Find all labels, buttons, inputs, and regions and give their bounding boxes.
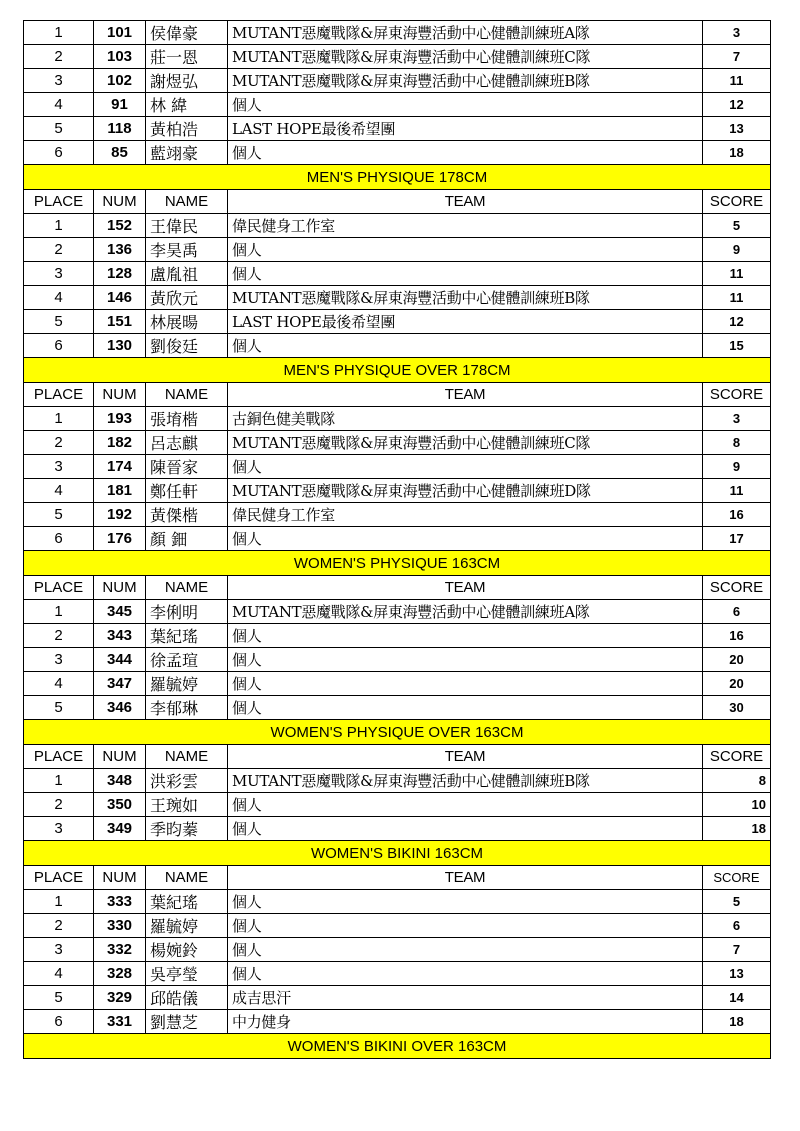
team-cell: MUTANT惡魔戰隊&屏東海豐活動中心健體訓練班A隊 [228,21,703,45]
name-cell: 李昊禹 [146,238,228,262]
column-header-name: NAME [146,190,228,214]
result-row [24,696,771,720]
team-cell: LAST HOPE最後希望團 [228,117,703,141]
num-cell: 347 [94,672,146,696]
score-cell: 17 [703,527,771,551]
score-cell: 9 [703,455,771,479]
column-header-place: PLACE [24,190,94,214]
place-cell: 1 [24,21,94,45]
place-cell: 6 [24,334,94,358]
num-cell: 174 [94,455,146,479]
name-cell: 邱皓儀 [146,986,228,1010]
column-header-row [24,383,771,407]
num-cell: 343 [94,624,146,648]
name-cell: 黃柏浩 [146,117,228,141]
result-row [24,890,771,914]
name-cell: 楊婉鈴 [146,938,228,962]
name-cell: 李郁琳 [146,696,228,720]
name-cell: 羅毓婷 [146,672,228,696]
column-header-num: NUM [94,190,146,214]
num-cell: 333 [94,890,146,914]
name-cell: 黃傑楷 [146,503,228,527]
column-header-row [24,576,771,600]
place-cell: 4 [24,672,94,696]
category-header-row [24,1034,771,1059]
result-row [24,938,771,962]
result-row [24,817,771,841]
num-cell: 91 [94,93,146,117]
place-cell: 5 [24,503,94,527]
team-cell: 中力健身 [228,1010,703,1034]
column-header-team: TEAM [228,866,703,890]
num-cell: 328 [94,962,146,986]
column-header-score: SCORE [703,383,771,407]
place-cell: 3 [24,817,94,841]
place-cell: 3 [24,69,94,93]
team-cell: 偉民健身工作室 [228,503,703,527]
num-cell: 101 [94,21,146,45]
result-row [24,527,771,551]
results-document [23,20,771,1059]
score-cell: 3 [703,407,771,431]
place-cell: 2 [24,238,94,262]
result-row [24,262,771,286]
name-cell: 鄭任軒 [146,479,228,503]
score-cell: 11 [703,69,771,93]
column-header-team: TEAM [228,745,703,769]
place-cell: 5 [24,696,94,720]
place-cell: 4 [24,286,94,310]
team-cell: 古銅色健美戰隊 [228,407,703,431]
num-cell: 130 [94,334,146,358]
column-header-place: PLACE [24,576,94,600]
team-cell: MUTANT惡魔戰隊&屏東海豐活動中心健體訓練班C隊 [228,45,703,69]
column-header-name: NAME [146,383,228,407]
num-cell: 136 [94,238,146,262]
name-cell: 呂志麒 [146,431,228,455]
num-cell: 103 [94,45,146,69]
name-cell: 王琬如 [146,793,228,817]
result-row [24,286,771,310]
num-cell: 349 [94,817,146,841]
name-cell: 羅毓婷 [146,914,228,938]
place-cell: 1 [24,769,94,793]
num-cell: 102 [94,69,146,93]
column-header-num: NUM [94,866,146,890]
place-cell: 3 [24,648,94,672]
score-cell: 16 [703,624,771,648]
num-cell: 152 [94,214,146,238]
results-table-body [24,21,771,1059]
team-cell: 個人 [228,890,703,914]
team-cell: 個人 [228,696,703,720]
team-cell: 個人 [228,648,703,672]
place-cell: 3 [24,262,94,286]
column-header-team: TEAM [228,190,703,214]
name-cell: 洪彩雲 [146,769,228,793]
category-title: WOMEN'S BIKINI OVER 163CM [24,1034,771,1059]
result-row [24,238,771,262]
results-table [23,20,771,1059]
result-row [24,503,771,527]
team-cell: MUTANT惡魔戰隊&屏東海豐活動中心健體訓練班D隊 [228,479,703,503]
team-cell: MUTANT惡魔戰隊&屏東海豐活動中心健體訓練班A隊 [228,600,703,624]
num-cell: 128 [94,262,146,286]
place-cell: 4 [24,93,94,117]
num-cell: 330 [94,914,146,938]
result-row [24,793,771,817]
score-cell: 9 [703,238,771,262]
result-row [24,648,771,672]
team-cell: 個人 [228,527,703,551]
team-cell: MUTANT惡魔戰隊&屏東海豐活動中心健體訓練班C隊 [228,431,703,455]
place-cell: 5 [24,310,94,334]
score-cell: 15 [703,334,771,358]
score-cell: 12 [703,93,771,117]
num-cell: 350 [94,793,146,817]
score-cell: 13 [703,117,771,141]
team-cell: 個人 [228,914,703,938]
place-cell: 1 [24,407,94,431]
team-cell: 成吉思汗 [228,986,703,1010]
team-cell: 個人 [228,672,703,696]
score-cell: 7 [703,45,771,69]
result-row [24,45,771,69]
column-header-row [24,866,771,890]
team-cell: 個人 [228,793,703,817]
result-row [24,141,771,165]
place-cell: 1 [24,890,94,914]
num-cell: 345 [94,600,146,624]
num-cell: 344 [94,648,146,672]
name-cell: 葉紀瑤 [146,624,228,648]
num-cell: 176 [94,527,146,551]
score-cell: 5 [703,890,771,914]
team-cell: 個人 [228,93,703,117]
name-cell: 王偉民 [146,214,228,238]
name-cell: 劉慧芝 [146,1010,228,1034]
name-cell: 葉紀瑤 [146,890,228,914]
column-header-num: NUM [94,576,146,600]
column-header-score: SCORE [703,576,771,600]
name-cell: 藍翊豪 [146,141,228,165]
team-cell: 個人 [228,334,703,358]
score-cell: 18 [703,817,771,841]
score-cell: 11 [703,262,771,286]
team-cell: MUTANT惡魔戰隊&屏東海豐活動中心健體訓練班B隊 [228,769,703,793]
category-header-row [24,358,771,383]
team-cell: MUTANT惡魔戰隊&屏東海豐活動中心健體訓練班B隊 [228,69,703,93]
place-cell: 1 [24,600,94,624]
category-title: WOMEN'S PHYSIQUE 163CM [24,551,771,576]
num-cell: 118 [94,117,146,141]
num-cell: 146 [94,286,146,310]
score-cell: 14 [703,986,771,1010]
score-cell: 8 [703,431,771,455]
place-cell: 4 [24,479,94,503]
column-header-team: TEAM [228,383,703,407]
num-cell: 329 [94,986,146,1010]
num-cell: 332 [94,938,146,962]
score-cell: 7 [703,938,771,962]
result-row [24,93,771,117]
num-cell: 181 [94,479,146,503]
name-cell: 陳晉家 [146,455,228,479]
result-row [24,624,771,648]
place-cell: 1 [24,214,94,238]
team-cell: 個人 [228,455,703,479]
column-header-team: TEAM [228,576,703,600]
place-cell: 6 [24,1010,94,1034]
result-row [24,431,771,455]
name-cell: 林展暘 [146,310,228,334]
score-cell: 11 [703,479,771,503]
category-title: MEN'S PHYSIQUE OVER 178CM [24,358,771,383]
place-cell: 2 [24,45,94,69]
score-cell: 18 [703,141,771,165]
column-header-name: NAME [146,745,228,769]
name-cell: 李俐明 [146,600,228,624]
place-cell: 2 [24,914,94,938]
team-cell: 個人 [228,141,703,165]
name-cell: 季昀蓁 [146,817,228,841]
score-cell: 18 [703,1010,771,1034]
place-cell: 6 [24,527,94,551]
result-row [24,407,771,431]
team-cell: 個人 [228,262,703,286]
place-cell: 3 [24,938,94,962]
place-cell: 3 [24,455,94,479]
team-cell: 偉民健身工作室 [228,214,703,238]
num-cell: 182 [94,431,146,455]
place-cell: 2 [24,431,94,455]
column-header-name: NAME [146,576,228,600]
category-header-row [24,841,771,866]
category-title: MEN'S PHYSIQUE 178CM [24,165,771,190]
result-row [24,914,771,938]
score-cell: 20 [703,672,771,696]
name-cell: 謝煜弘 [146,69,228,93]
team-cell: 個人 [228,238,703,262]
column-header-score: SCORE [703,190,771,214]
result-row [24,69,771,93]
score-cell: 6 [703,600,771,624]
score-cell: 3 [703,21,771,45]
name-cell: 黃欣元 [146,286,228,310]
score-cell: 20 [703,648,771,672]
column-header-row [24,190,771,214]
result-row [24,117,771,141]
num-cell: 331 [94,1010,146,1034]
place-cell: 4 [24,962,94,986]
num-cell: 346 [94,696,146,720]
num-cell: 192 [94,503,146,527]
category-title: WOMEN'S PHYSIQUE OVER 163CM [24,720,771,745]
score-cell: 11 [703,286,771,310]
place-cell: 5 [24,117,94,141]
num-cell: 193 [94,407,146,431]
result-row [24,600,771,624]
name-cell: 林 緯 [146,93,228,117]
column-header-score: SCORE [703,866,771,890]
result-row [24,962,771,986]
name-cell: 顏 鈿 [146,527,228,551]
place-cell: 2 [24,624,94,648]
result-row [24,479,771,503]
category-header-row [24,720,771,745]
place-cell: 5 [24,986,94,1010]
column-header-name: NAME [146,866,228,890]
score-cell: 6 [703,914,771,938]
score-cell: 13 [703,962,771,986]
name-cell: 徐孟瑄 [146,648,228,672]
result-row [24,769,771,793]
column-header-place: PLACE [24,745,94,769]
score-cell: 8 [703,769,771,793]
result-row [24,334,771,358]
result-row [24,986,771,1010]
column-header-score: SCORE [703,745,771,769]
name-cell: 吳亭瑩 [146,962,228,986]
team-cell: MUTANT惡魔戰隊&屏東海豐活動中心健體訓練班B隊 [228,286,703,310]
column-header-num: NUM [94,383,146,407]
column-header-num: NUM [94,745,146,769]
result-row [24,214,771,238]
score-cell: 30 [703,696,771,720]
result-row [24,21,771,45]
result-row [24,310,771,334]
place-cell: 2 [24,793,94,817]
result-row [24,672,771,696]
name-cell: 侯偉豪 [146,21,228,45]
column-header-place: PLACE [24,383,94,407]
name-cell: 張堉楷 [146,407,228,431]
name-cell: 莊一恩 [146,45,228,69]
result-row [24,1010,771,1034]
result-row [24,455,771,479]
team-cell: 個人 [228,817,703,841]
team-cell: LAST HOPE最後希望團 [228,310,703,334]
place-cell: 6 [24,141,94,165]
score-cell: 5 [703,214,771,238]
num-cell: 85 [94,141,146,165]
name-cell: 劉俊廷 [146,334,228,358]
team-cell: 個人 [228,938,703,962]
num-cell: 348 [94,769,146,793]
team-cell: 個人 [228,624,703,648]
column-header-place: PLACE [24,866,94,890]
category-header-row [24,165,771,190]
score-cell: 16 [703,503,771,527]
score-cell: 10 [703,793,771,817]
category-header-row [24,551,771,576]
name-cell: 盧胤祖 [146,262,228,286]
num-cell: 151 [94,310,146,334]
score-cell: 12 [703,310,771,334]
team-cell: 個人 [228,962,703,986]
category-title: WOMEN'S BIKINI 163CM [24,841,771,866]
column-header-row [24,745,771,769]
